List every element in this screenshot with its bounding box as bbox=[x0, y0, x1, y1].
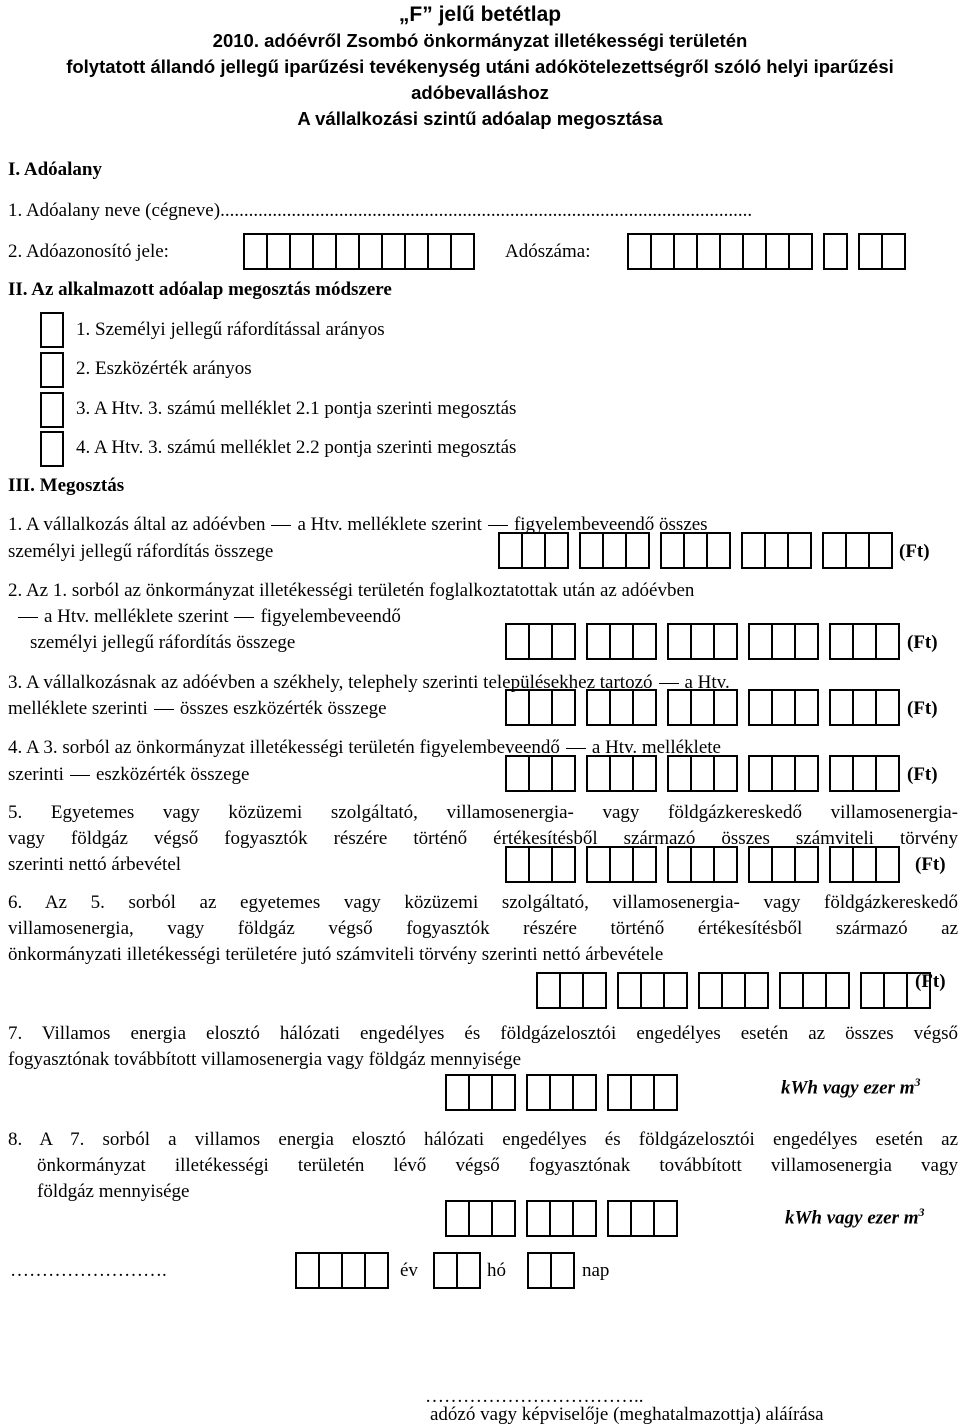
item-8-unit-sup: 3 bbox=[918, 1205, 925, 1219]
taxpayer-name-label: 1. Adóalany neve (cégneve) bbox=[8, 200, 221, 221]
input-box[interactable] bbox=[744, 972, 769, 1009]
input-box[interactable] bbox=[690, 623, 715, 660]
input-box[interactable] bbox=[845, 532, 870, 569]
item-8-text-line-3: földgáz mennyisége bbox=[37, 1181, 190, 1202]
input-box[interactable] bbox=[607, 1200, 632, 1237]
form-subtitle-line-4: A vállalkozási szintű adóalap megosztása bbox=[297, 108, 663, 129]
input-box[interactable] bbox=[868, 532, 893, 569]
input-box[interactable] bbox=[627, 233, 652, 270]
method-4-label: 4. A Htv. 3. számú melléklet 2.2 pontja szerinti megosztás bbox=[76, 437, 517, 458]
input-box[interactable] bbox=[609, 755, 634, 792]
box-group[interactable] bbox=[505, 689, 574, 725]
month-boxes[interactable] bbox=[433, 1252, 479, 1288]
item-6-text-line-1: 6. Az 5. sorból az egyetemes vagy közüzemi szolgáltató, villamosenergia- vagy földgázkereskedő bbox=[8, 892, 958, 913]
input-box[interactable] bbox=[829, 689, 854, 726]
input-box[interactable] bbox=[741, 532, 766, 569]
input-box[interactable] bbox=[526, 1074, 551, 1111]
section-3-title: III. Megosztás bbox=[8, 475, 125, 496]
item-4-text-line-2 bbox=[8, 763, 249, 786]
input-box[interactable] bbox=[771, 846, 796, 883]
box-group[interactable] bbox=[829, 755, 898, 791]
signature-label: adózó vagy képviselője (meghatalmazottja) aláírása bbox=[430, 1404, 824, 1425]
input-box[interactable] bbox=[586, 623, 611, 660]
input-box[interactable] bbox=[653, 1074, 678, 1111]
input-box[interactable] bbox=[586, 755, 611, 792]
input-box[interactable] bbox=[549, 1074, 574, 1111]
item-7-unit bbox=[781, 1075, 921, 1100]
input-box[interactable] bbox=[719, 233, 744, 270]
item-2-text-line-1: 2. Az 1. sorból az önkormányzat illetékességi területén foglalkoztatottak után az adóévben bbox=[8, 580, 695, 601]
input-box[interactable] bbox=[765, 233, 790, 270]
input-box[interactable] bbox=[640, 972, 665, 1009]
item-2-amount-boxes[interactable] bbox=[505, 623, 898, 659]
item-5-text-line-1: 5. Egyetemes vagy közüzemi szolgáltató, villamosenergia- vagy földgázkereskedő villamosenergia- bbox=[8, 802, 958, 823]
box-group[interactable] bbox=[822, 532, 891, 568]
item-6-amount-boxes[interactable] bbox=[536, 972, 929, 1008]
input-box[interactable] bbox=[505, 623, 530, 660]
box-group[interactable] bbox=[748, 755, 817, 791]
method-3-label: 3. A Htv. 3. számú melléklet 2.1 pontja szerinti megosztás bbox=[76, 398, 517, 419]
box-group[interactable] bbox=[860, 972, 929, 1008]
input-box[interactable] bbox=[630, 1074, 655, 1111]
item-5-amount-boxes[interactable] bbox=[505, 846, 898, 882]
item-6-unit: (Ft) bbox=[915, 971, 946, 992]
input-box[interactable] bbox=[536, 972, 561, 1009]
item-4-unit: (Ft) bbox=[907, 764, 938, 785]
input-box[interactable] bbox=[825, 972, 850, 1009]
input-box[interactable] bbox=[690, 689, 715, 726]
input-box[interactable] bbox=[602, 532, 627, 569]
item-5-text-line-3: szerinti nettó árbevétel bbox=[8, 854, 182, 875]
item-6-text-line-3: önkormányzati illetékességi területére jutó számviteli törvény szerinti nettó árbevétele bbox=[8, 944, 664, 965]
input-box[interactable] bbox=[609, 689, 634, 726]
item-2-text-a: a Htv. melléklete szerint bbox=[44, 606, 229, 627]
method-1-checkbox[interactable] bbox=[40, 312, 64, 348]
input-box[interactable] bbox=[660, 532, 685, 569]
input-box[interactable] bbox=[883, 972, 908, 1009]
item-1-unit: (Ft) bbox=[899, 541, 930, 562]
item-1-amount-boxes[interactable] bbox=[498, 532, 891, 568]
input-box[interactable] bbox=[550, 1252, 575, 1289]
input-box[interactable] bbox=[667, 755, 692, 792]
input-box[interactable] bbox=[586, 689, 611, 726]
box-group[interactable] bbox=[505, 755, 574, 791]
input-box[interactable] bbox=[764, 532, 789, 569]
item-4-text-c: szerinti bbox=[8, 764, 64, 785]
input-box[interactable] bbox=[673, 233, 698, 270]
input-box[interactable] bbox=[696, 233, 721, 270]
input-box[interactable] bbox=[572, 1200, 597, 1237]
input-box[interactable] bbox=[713, 689, 738, 726]
item-7-text-line-1: 7. Villamos energia elosztó hálózati engedélyes és földgázelosztói engedélyes esetén az összes végső bbox=[8, 1023, 958, 1044]
box-group[interactable] bbox=[829, 846, 898, 882]
input-box[interactable] bbox=[609, 623, 634, 660]
item-2-text-b: figyelembeveendő bbox=[260, 606, 401, 627]
input-box[interactable] bbox=[559, 972, 584, 1009]
year-label: év bbox=[400, 1260, 418, 1281]
input-box[interactable] bbox=[852, 846, 877, 883]
input-box[interactable] bbox=[243, 233, 268, 270]
box-group[interactable] bbox=[667, 755, 736, 791]
form-subtitle-line-1: 2010. adóévről Zsombó önkormányzat illetékességi területén bbox=[212, 30, 748, 51]
item-2-text-line-3: személyi jellegű ráfordítás összege bbox=[30, 632, 296, 653]
item-2-unit: (Ft) bbox=[907, 632, 938, 653]
input-box[interactable] bbox=[549, 1200, 574, 1237]
input-box[interactable] bbox=[468, 1074, 493, 1111]
input-box[interactable] bbox=[450, 233, 475, 270]
input-box[interactable] bbox=[698, 972, 723, 1009]
input-box[interactable] bbox=[364, 1252, 389, 1289]
input-box[interactable] bbox=[742, 233, 767, 270]
input-box[interactable] bbox=[586, 846, 611, 883]
input-box[interactable] bbox=[498, 532, 523, 569]
input-box[interactable] bbox=[630, 1200, 655, 1237]
item-8-text-line-1: 8. A 7. sorból a villamos energia elosztó hálózati engedélyes és földgázelosztói engedélyes esetén az bbox=[8, 1129, 958, 1150]
item-1-text-line-2: személyi jellegű ráfordítás összege bbox=[8, 541, 274, 562]
input-box[interactable] bbox=[829, 623, 854, 660]
input-box[interactable] bbox=[690, 846, 715, 883]
input-box[interactable] bbox=[875, 689, 900, 726]
input-box[interactable] bbox=[663, 972, 688, 1009]
item-4-text-a: 4. A 3. sorból az önkormányzat illetékességi területén figyelembeveendő bbox=[8, 737, 560, 758]
input-box[interactable] bbox=[579, 532, 604, 569]
input-box[interactable] bbox=[632, 755, 657, 792]
input-box[interactable] bbox=[875, 623, 900, 660]
box-group[interactable] bbox=[698, 972, 767, 1008]
input-box[interactable] bbox=[312, 233, 337, 270]
box-group[interactable] bbox=[748, 623, 817, 659]
input-box[interactable] bbox=[794, 623, 819, 660]
input-box[interactable] bbox=[528, 623, 553, 660]
box-group[interactable] bbox=[243, 233, 473, 269]
input-box[interactable] bbox=[468, 1200, 493, 1237]
item-3-text-d: összes eszközérték összege bbox=[179, 698, 387, 719]
input-box[interactable] bbox=[667, 623, 692, 660]
input-box[interactable] bbox=[713, 623, 738, 660]
input-box[interactable] bbox=[822, 532, 847, 569]
input-box[interactable] bbox=[528, 689, 553, 726]
input-box[interactable] bbox=[794, 755, 819, 792]
input-box[interactable] bbox=[335, 233, 360, 270]
input-box[interactable] bbox=[860, 972, 885, 1009]
input-box[interactable] bbox=[625, 532, 650, 569]
input-box[interactable] bbox=[802, 972, 827, 1009]
item-1-text-a: 1. A vállalkozás által az adóévben bbox=[8, 514, 266, 535]
item-6-text-line-2: villamosenergia, vagy földgáz végső fogyasztók részére történő értékesítésből származó az bbox=[8, 918, 958, 939]
box-group[interactable] bbox=[823, 233, 846, 269]
input-box[interactable] bbox=[289, 233, 314, 270]
input-box[interactable] bbox=[632, 689, 657, 726]
item-7-unit-text: kWh vagy ezer m bbox=[781, 1077, 915, 1099]
box-group[interactable] bbox=[667, 846, 736, 882]
box-group[interactable] bbox=[829, 689, 898, 725]
input-box[interactable] bbox=[456, 1252, 481, 1289]
input-box[interactable] bbox=[527, 1252, 552, 1289]
method-4-checkbox[interactable] bbox=[40, 431, 64, 467]
box-group[interactable] bbox=[748, 846, 817, 882]
input-box[interactable] bbox=[491, 1200, 516, 1237]
input-box[interactable] bbox=[427, 233, 452, 270]
box-group[interactable] bbox=[617, 972, 686, 1008]
input-box[interactable] bbox=[748, 689, 773, 726]
input-box[interactable] bbox=[823, 233, 848, 270]
input-box[interactable] bbox=[706, 532, 731, 569]
item-3-text-c: melléklete szerinti bbox=[8, 698, 148, 719]
box-group[interactable] bbox=[586, 846, 655, 882]
input-box[interactable] bbox=[683, 532, 708, 569]
input-box[interactable] bbox=[551, 755, 576, 792]
form-subtitle-line-3: adóbevalláshoz bbox=[411, 82, 549, 103]
item-7-text-line-2: fogyasztónak továbbított villamosenergia vagy földgáz mennyisége bbox=[8, 1049, 522, 1070]
input-box[interactable] bbox=[491, 1074, 516, 1111]
input-box[interactable] bbox=[771, 755, 796, 792]
box-group[interactable] bbox=[536, 972, 605, 1008]
box-group[interactable] bbox=[586, 623, 655, 659]
input-box[interactable] bbox=[551, 623, 576, 660]
input-box[interactable] bbox=[713, 755, 738, 792]
box-group[interactable] bbox=[527, 1252, 573, 1288]
input-box[interactable] bbox=[748, 623, 773, 660]
item-8-unit-text: kWh vagy ezer m bbox=[785, 1207, 919, 1229]
input-box[interactable] bbox=[528, 755, 553, 792]
input-box[interactable] bbox=[906, 972, 931, 1009]
input-box[interactable] bbox=[544, 532, 569, 569]
item-5-text-line-2: vagy földgáz végső fogyasztók részére történő értékesítésből származó összes számviteli törvény bbox=[8, 828, 958, 849]
box-group[interactable] bbox=[607, 1200, 676, 1236]
input-box[interactable] bbox=[852, 623, 877, 660]
tax-id-boxes[interactable] bbox=[243, 233, 473, 269]
day-label: nap bbox=[582, 1260, 610, 1281]
input-box[interactable] bbox=[445, 1074, 470, 1111]
box-group[interactable] bbox=[505, 846, 574, 882]
box-group[interactable] bbox=[667, 623, 736, 659]
taxpayer-name-row[interactable] bbox=[8, 199, 953, 222]
input-box[interactable] bbox=[858, 233, 883, 270]
input-box[interactable] bbox=[505, 846, 530, 883]
place-dots: ……………………. bbox=[10, 1260, 167, 1281]
month-label: hó bbox=[487, 1260, 506, 1281]
item-7-quantity-boxes[interactable] bbox=[445, 1074, 676, 1110]
input-box[interactable] bbox=[266, 233, 291, 270]
input-box[interactable] bbox=[794, 846, 819, 883]
input-box[interactable] bbox=[794, 689, 819, 726]
input-box[interactable] bbox=[445, 1200, 470, 1237]
input-box[interactable] bbox=[875, 755, 900, 792]
input-box[interactable] bbox=[609, 846, 634, 883]
section-1-title: I. Adóalany bbox=[8, 159, 102, 180]
form-title: „F” jelű betétlap bbox=[398, 3, 562, 26]
input-box[interactable] bbox=[713, 846, 738, 883]
taxpayer-name-dots: ................................................................................................................ bbox=[220, 200, 753, 221]
box-group[interactable] bbox=[505, 623, 574, 659]
input-box[interactable] bbox=[505, 689, 530, 726]
box-group[interactable] bbox=[627, 233, 811, 269]
box-group[interactable] bbox=[579, 532, 648, 568]
input-box[interactable] bbox=[829, 846, 854, 883]
box-group[interactable] bbox=[526, 1200, 595, 1236]
input-box[interactable] bbox=[433, 1252, 458, 1289]
box-group[interactable] bbox=[586, 689, 655, 725]
input-box[interactable] bbox=[358, 233, 383, 270]
box-group[interactable] bbox=[433, 1252, 479, 1288]
input-box[interactable] bbox=[653, 1200, 678, 1237]
item-1-text-c: figyelembeveendő összes bbox=[513, 514, 708, 535]
input-box[interactable] bbox=[779, 972, 804, 1009]
item-5-unit: (Ft) bbox=[915, 854, 946, 875]
box-group[interactable] bbox=[779, 972, 848, 1008]
item-3-unit: (Ft) bbox=[907, 698, 938, 719]
input-box[interactable] bbox=[582, 972, 607, 1009]
signature-dots: …………………………….. bbox=[425, 1386, 644, 1407]
method-2-label: 2. Eszközérték arányos bbox=[76, 358, 252, 379]
input-box[interactable] bbox=[521, 532, 546, 569]
form-subtitle-line-2: folytatott állandó jellegű iparűzési tevékenység utáni adókötelezettségről szóló helyi iparűzési bbox=[66, 56, 894, 77]
input-box[interactable] bbox=[771, 623, 796, 660]
input-box[interactable] bbox=[551, 846, 576, 883]
box-group[interactable] bbox=[295, 1252, 387, 1288]
box-group[interactable] bbox=[741, 532, 810, 568]
input-box[interactable] bbox=[875, 846, 900, 883]
input-box[interactable] bbox=[341, 1252, 366, 1289]
item-8-unit bbox=[785, 1205, 925, 1230]
input-box[interactable] bbox=[318, 1252, 343, 1289]
input-box[interactable] bbox=[881, 233, 906, 270]
input-box[interactable] bbox=[721, 972, 746, 1009]
method-3-checkbox[interactable] bbox=[40, 392, 64, 428]
item-8-text-line-2: önkormányzat illetékességi területén lévő végső fogyasztónak továbbított villamosenergia vagy bbox=[37, 1155, 958, 1176]
input-box[interactable] bbox=[748, 846, 773, 883]
input-box[interactable] bbox=[667, 846, 692, 883]
input-box[interactable] bbox=[852, 689, 877, 726]
input-box[interactable] bbox=[572, 1074, 597, 1111]
tax-number-boxes[interactable] bbox=[627, 233, 904, 269]
item-4-text-b: a Htv. melléklete bbox=[591, 737, 721, 758]
input-box[interactable] bbox=[526, 1200, 551, 1237]
box-group[interactable] bbox=[660, 532, 729, 568]
input-box[interactable] bbox=[771, 689, 796, 726]
item-3-amount-boxes[interactable] bbox=[505, 689, 898, 725]
box-group[interactable] bbox=[526, 1074, 595, 1110]
box-group[interactable] bbox=[829, 623, 898, 659]
box-group[interactable] bbox=[445, 1200, 514, 1236]
input-box[interactable] bbox=[748, 755, 773, 792]
box-group[interactable] bbox=[498, 532, 567, 568]
input-box[interactable] bbox=[667, 689, 692, 726]
item-4-amount-boxes[interactable] bbox=[505, 755, 898, 791]
item-8-quantity-boxes[interactable] bbox=[445, 1200, 676, 1236]
input-box[interactable] bbox=[690, 755, 715, 792]
box-group[interactable] bbox=[667, 689, 736, 725]
form-header bbox=[0, 2, 960, 132]
input-box[interactable] bbox=[528, 846, 553, 883]
method-2-checkbox[interactable] bbox=[40, 352, 64, 388]
item-3-text-line-2 bbox=[8, 697, 387, 720]
box-group[interactable] bbox=[858, 233, 904, 269]
input-box[interactable] bbox=[381, 233, 406, 270]
box-group[interactable] bbox=[748, 689, 817, 725]
input-box[interactable] bbox=[551, 689, 576, 726]
input-box[interactable] bbox=[632, 623, 657, 660]
year-boxes[interactable] bbox=[295, 1252, 387, 1288]
item-1-text-b: a Htv. melléklete szerint bbox=[297, 514, 482, 535]
item-2-text-line-2 bbox=[8, 605, 401, 628]
tax-id-label: 2. Adóazonosító jele: bbox=[8, 241, 169, 262]
input-box[interactable] bbox=[852, 755, 877, 792]
item-4-text-d: eszközérték összege bbox=[95, 764, 250, 785]
method-1-label: 1. Személyi jellegű ráfordítással arányos bbox=[76, 319, 385, 340]
input-box[interactable] bbox=[404, 233, 429, 270]
item-7-unit-sup: 3 bbox=[914, 1075, 921, 1089]
box-group[interactable] bbox=[445, 1074, 514, 1110]
item-3-text-b: a Htv. bbox=[684, 672, 730, 693]
input-box[interactable] bbox=[617, 972, 642, 1009]
item-3-text-a: 3. A vállalkozásnak az adóévben a székhely, telephely szerinti településekhez tartozó bbox=[8, 672, 653, 693]
input-box[interactable] bbox=[607, 1074, 632, 1111]
input-box[interactable] bbox=[829, 755, 854, 792]
input-box[interactable] bbox=[788, 233, 813, 270]
input-box[interactable] bbox=[632, 846, 657, 883]
day-boxes[interactable] bbox=[527, 1252, 573, 1288]
box-group[interactable] bbox=[586, 755, 655, 791]
input-box[interactable] bbox=[295, 1252, 320, 1289]
section-2-title: II. Az alkalmazott adóalap megosztás módszere bbox=[8, 279, 392, 300]
input-box[interactable] bbox=[650, 233, 675, 270]
box-group[interactable] bbox=[607, 1074, 676, 1110]
tax-number-label: Adószáma: bbox=[505, 241, 591, 262]
input-box[interactable] bbox=[505, 755, 530, 792]
input-box[interactable] bbox=[787, 532, 812, 569]
